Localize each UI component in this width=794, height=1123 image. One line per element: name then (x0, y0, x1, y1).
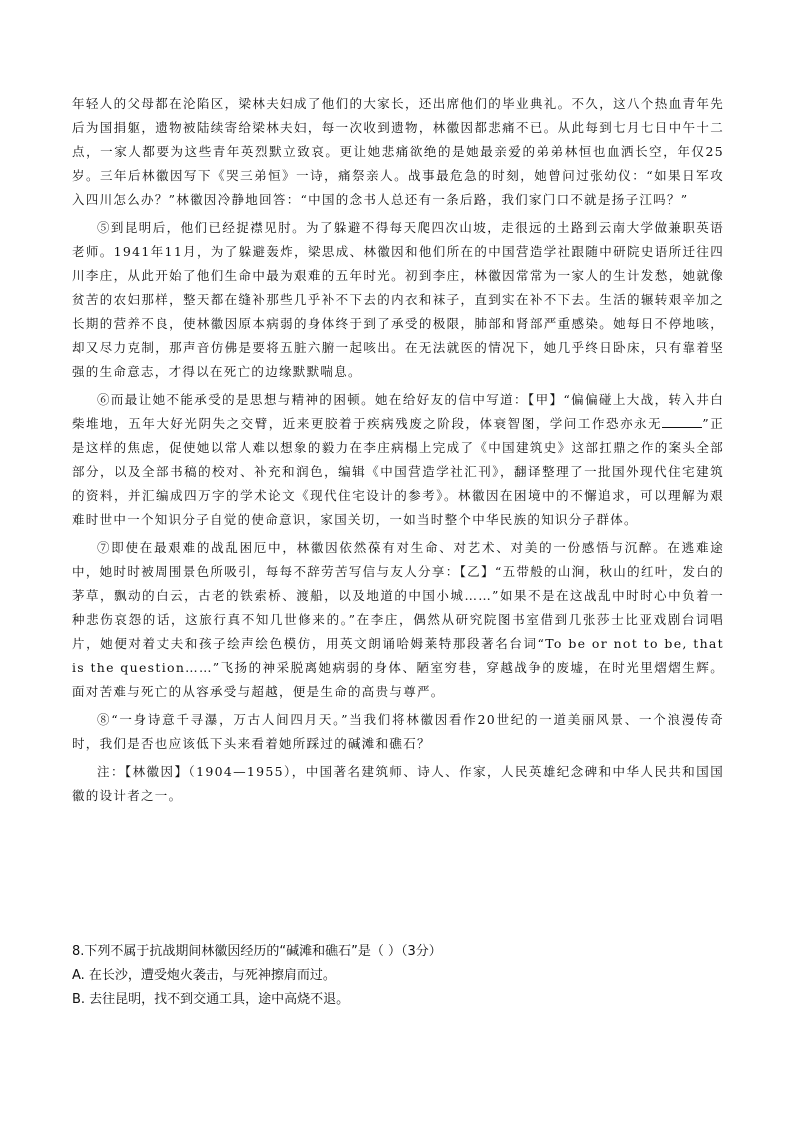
option-a[interactable]: A. 在长沙，遭受炮火袭击，与死神擦肩而过。 (72, 968, 336, 983)
option-b[interactable]: B. 去往昆明，找不到交通工具，途中高烧不退。 (72, 992, 350, 1007)
paragraph-6-part-a: ⑥而最让她不能承受的是思想与精神的困顿。她在给好友的信中写道：【甲】“偏偏碰上大战，转入井白柴堆地，五年大好光阴失之交臂，近来更胶着于疾病残废之阶段，体衰智图，学问工作恐亦永无 (72, 392, 724, 431)
paragraph-5: ⑤到昆明后，他们已经捉襟见肘。为了躲避不得每天爬四次山坡，走很远的土路到云南大学做兼职英语老师。1941年11月，为了躲避轰炸，梁思成、林徽因和他们所在的中国营造学社跟随中研院史语所迁往四川李庄，从此开始了他们生命中最为艰难的五年时光。初到李庄，林徽因常常为一家人的生计发愁，她就像贫苦的农妇那样，整天都在缝补那些几乎补不下去的内衣和袜子，直到实在补不下去。生活的辗转艰辛加之长期的营养不良，使林徽因原本病弱的身体终于到了承受的极限，肺部和肾部严重感染。她每日不停地咳，却又尽力克制，那声音仿佛是要将五脏六腑一起咳出。在无法就医的情况下，她几乎终日卧床，只有靠着坚强的生命意志，才得以在死亡的边缘默默喘息。 (72, 220, 724, 379)
question-stem: 8.下列不属于抗战期间林徽因经历的“碱滩和礁石”是（ ）（3分） (72, 944, 442, 959)
annotation-note: 注：【林徽因】（1904—1955），中国著名建筑师、诗人、作家，人民英雄纪念碑和中华人民共和国国徽的设计者之一。 (72, 764, 724, 803)
fill-in-blank[interactable] (662, 413, 702, 428)
paragraph-continued: 年轻人的父母都在沦陷区，梁林夫妇成了他们的大家长，还出席他们的毕业典礼。不久，这八个热血青年先后为国捐躯，遗物被陆续寄给梁林夫妇，每一次收到遗物，林徽因都悲痛不已。从此每到七月七日中午十二点，一家人都要为这些青年英烈默立致哀。更让她悲痛欲绝的是她最亲爱的弟弟林恒也血洒长空，年仅25岁。三年后林徽因写下《哭三弟恒》一诗，痛祭亲人。战事最危急的时刻，她曾问过张幼仪：“如果日军攻入四川怎么办？”林徽因冷静地回答：“中国的念书人总还有一条后路，我们家门口不就是扬子江吗？” (72, 96, 724, 207)
question-8 (72, 940, 732, 1012)
paragraph-7: ⑦即使在最艰难的战乱困厄中，林徽因依然葆有对生命、对艺术、对美的一份感悟与沉醉。在逃难途中，她时时被周围景色所吸引，每每不辞劳苦写信与友人分享：【乙】“五带般的山涧，秋山的红叶，发白的茅草，飘动的白云，古老的铁索桥、渡船，以及地道的中国小城……”如果不是在这战乱中时时心中负着一种悲伤哀怨的话，这旅行真不知几世修来的。”在李庄，偶然从研究院图书室借到几张莎士比亚戏剧台词唱片，她便对着丈夫和孩子绘声绘色模仿，用英文朗诵哈姆莱特那段著名台词“To be or not to be, that is the question……”飞扬的神采脱离她病弱的身体、陋室穷巷，穿越战争的废墟，在时光里熠熠生辉。面对苦难与死亡的从容承受与超越，便是生命的高贵与尊严。 (72, 540, 724, 699)
reading-passage (72, 92, 724, 812)
paragraph-6 (72, 388, 724, 532)
paragraph-6-part-b: ”正是这样的焦虑，促使她以常人难以想象的毅力在李庄病榻上完成了《中国建筑史》这部扛鼎之作的案头全部部分，以及全部书稿的校对、补充和润色，编辑《中国营造学社汇刊》，翻译整理了一批国外现代住宅建筑的资料，并汇编成四万字的学术论文《现代住宅设计的参考》。林徽因在困境中的不懈追求，可以理解为艰难时世中一个知识分子自觉的使命意识，家国关切，一如当时整个中华民族的知识分子群体。 (72, 416, 724, 527)
paragraph-8: ⑧“一身诗意千寻瀑，万古人间四月天。”当我们将林徽因看作20世纪的一道美丽风景、一个浪漫传奇时，我们是否也应该低下头来看着她所踩过的碱滩和礁石？ (72, 712, 724, 751)
